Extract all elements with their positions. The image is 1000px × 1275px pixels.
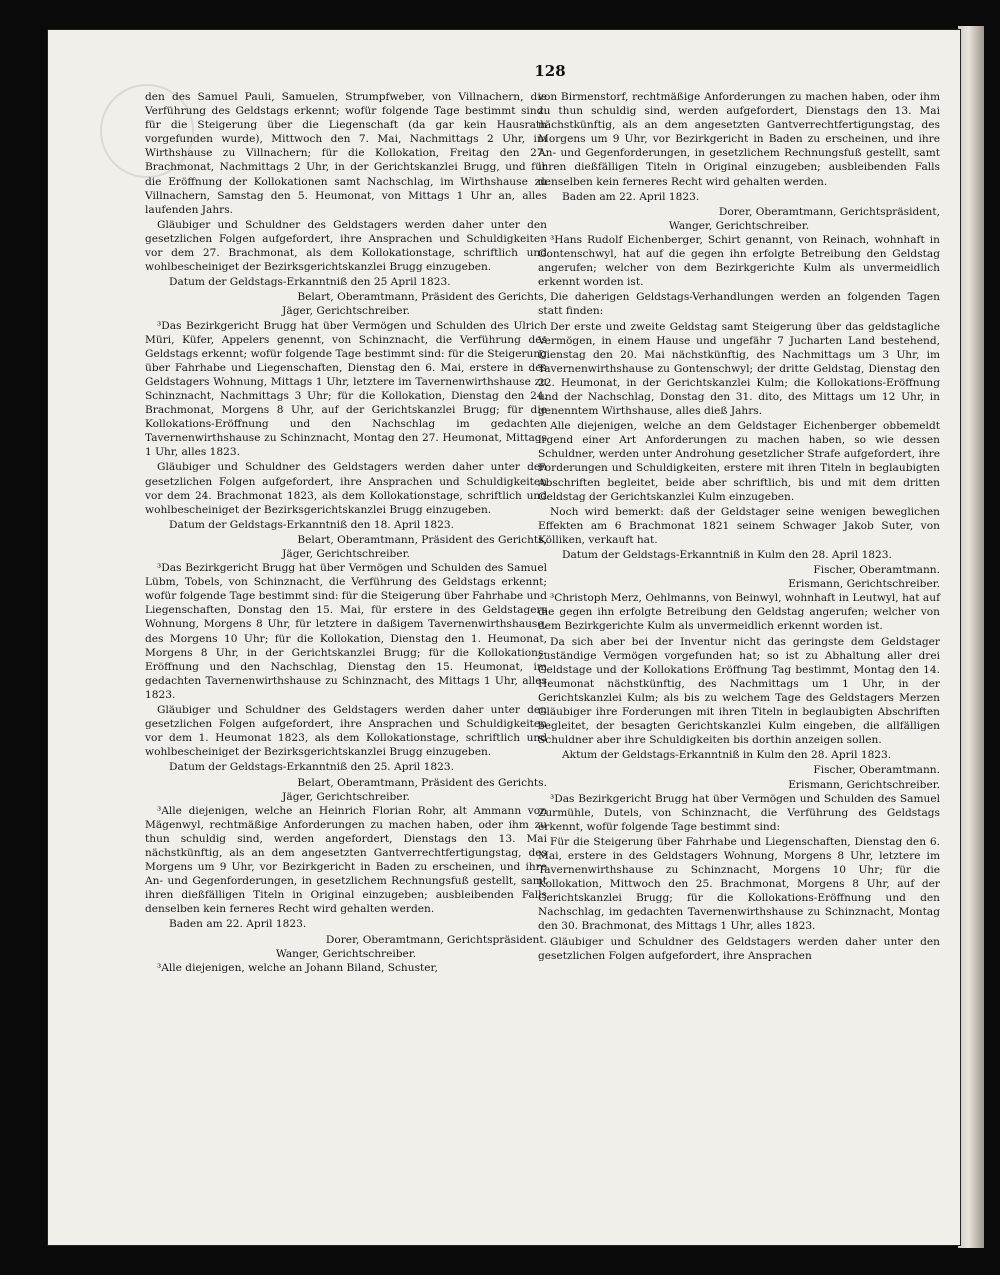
paragraph-continued: den des Samuel Pauli, Samuelen, Strumpfweber, von Villnachern, die Verführung des Geldstags erkennt; wofür folgende Tage bestimmt sind: für die Steigerung über die Liegenschaft (da gar kein Hausrath vorgefunden wurde), Mittwoch den 7. Mai, Nachmittags 2 Uhr, im Wirthshause zu Villnachern; für die Kollokation, Freitag den 27. Brachmonat, Nachmittags 2 Uhr, in der Gerichtskanzlei Brugg, und für die Eröffnung der Kollokationen samt Nachschlag, im Wirthshause zu Villnachern, Samstag den 5. Heumonat, von Mittags 1 Uhr an, alles laufenden Jahrs. (145, 91, 547, 216)
page-number: 128 (534, 62, 566, 80)
paragraph: ³Das Bezirkgericht Brugg hat über Vermögen und Schulden des Ulrich Müri, Küfer, Appelers genennt, von Schinznacht, die Verführung des Geldstags erkennt; wofür folgende Tage bestimmt sind: für die Steigerung über Fahrhabe und Liegenschaften, Dienstag den 6. Mai, erstere in des Geldstagers Wohnung, Mittags 1 Uhr, letztere im Tavernenwirthshause zu Schinznacht, Nachmittags 3 Uhr; für die Kollokation, Dienstag den 24. Brachmonat, Morgens 8 Uhr, auf der Gerichtskanzlei Brugg; für die Kollokations-Eröffnung und den Nachschlag im gedachten Tavernenwirthshause zu Schinznacht, Montag den 27. Heumonat, Mittags 1 Uhr, alles 1823. (145, 319, 547, 459)
signature-line: Belart, Oberamtmann, Präsident des Gerichts, (297, 291, 547, 304)
date-line: Datum der Geldstags-Erkanntniß den 25 April 1823. (169, 276, 451, 289)
signature-line: Fischer, Oberamtmann. (813, 564, 940, 577)
signature-line: Erismann, Gerichtschreiber. (788, 778, 940, 791)
date-line: Baden am 22. April 1823. (562, 190, 700, 203)
paragraph: ³Alle diejenigen, welche an Heinrich Florian Rohr, alt Ammann von Mägenwyl, rechtmäßige Anforderungen zu machen haben, oder ihm zu thun schuldig sind, werden angefordert, Dienstags den 13. Mai nächstkünftig, als an dem angesetzten Gantverrechtfertigungstag, des Morgens um 9 Uhr, vor Bezirkgericht in Baden zu erscheinen, und ihre An- und Gegenforderungen, in gesetzlichem Rechnungsfuß gestellt, samt ihren dießfälligen Titeln in Original einzugeben; ausbleibenden Falls denselben kein ferneres Recht wird gehalten werden. (145, 804, 547, 916)
date-line: Datum der Geldstags-Erkanntniß den 25. April 1823. (169, 761, 455, 774)
date-line: Aktum der Geldstags-Erkanntniß in Kulm den 28. April 1823. (562, 749, 892, 762)
signature-line: Wanger, Gerichtschreiber. (275, 947, 417, 960)
signature-line: Jäger, Gerichtschreiber. (282, 790, 410, 803)
signature-line: Dorer, Oberamtmann, Gerichtspräsident. (325, 933, 547, 946)
paragraph: ³Christoph Merz, Oehlmanns, von Beinwyl, wohnhaft in Leutwyl, hat auf die gegen ihn erfolgte Betreibung den Geldstag angerufen; welcher von dem Bezirkgerichte Kulm als unvermeidlich erkennt worden ist. (538, 592, 940, 633)
paragraph: Alle diejenigen, welche an dem Geldstager Eichenberger obbemeldt irgend einer Art Anforderungen zu machen haben, so wie dessen Schuldner, werden unter Androhung gesetzlicher Strafe aufgefordert, ihre Forderungen und Schuldigkeiten, erstere mit ihren Titeln in beglaubigten Abschriften begleitet, beide aber schriftlich, bis und mit dem dritten Geldstag der Gerichtskanzlei Kulm einzugeben. (538, 420, 940, 503)
paragraph: Gläubiger und Schuldner des Geldstagers werden daher unter den gesetzlichen Folgen aufgefordert, ihre Ansprachen und Schuldigkeiten vor dem 27. Brachmonat, als dem Kollokationstage, schriftlich und wohlbescheiniget der Bezirksgerichtskanzlei Brugg einzugeben. (145, 218, 547, 274)
book-spine (958, 26, 984, 1248)
paragraph: ³Alle diejenigen, welche an Johann Biland, Schuster, (157, 961, 438, 974)
date-line: Datum der Geldstags-Erkanntniß den 18. April 1823. (169, 518, 455, 531)
right-column (538, 90, 940, 964)
date-line: Datum der Geldstags-Erkanntniß in Kulm den 28. April 1823. (562, 549, 892, 561)
paragraph: ³Hans Rudolf Eichenberger, Schirt genannt, von Reinach, wohnhaft in Gontenschwyl, hat auf die gegen ihn erfolgte Betreibung den Geldstag angerufen; welcher von dem Bezirkgerichte Kulm als unvermeidlich erkennt worden ist. (538, 233, 940, 289)
signature-line: Fischer, Oberamtmann. (813, 764, 940, 777)
signature-line: Jäger, Gerichtschreiber. (282, 548, 410, 560)
paragraph: ³Das Bezirkgericht Brugg hat über Vermögen und Schulden des Samuel Zurmühle, Dutels, von Schinznacht, die Verführung des Geldstags erkennt, wofür folgende Tage bestimmt sind: (538, 792, 940, 833)
paragraph: Gläubiger und Schuldner des Geldstagers werden daher unter den gesetzlichen Folgen aufgefordert, ihre Ansprachen und Schuldigkeiten vor dem 1. Heumonat 1823, als dem Kollokationstage, schriftlich und wohlbescheiniget der Bezirksgerichtskanzlei Brugg einzugeben. (145, 704, 547, 759)
left-column (145, 90, 547, 976)
paragraph: Gläubiger und Schuldner des Geldstagers werden daher unter den gesetzlichen Folgen aufgefordert, ihre Ansprachen und Schuldigkeiten vor dem 24. Brachmonat 1823, als dem Kollokationstage, schriftlich und wohlbescheiniget der Bezirksgerichtskanzlei Brugg einzugeben. (145, 461, 547, 516)
date-line: Baden am 22. April 1823. (169, 918, 307, 931)
signature-line: Belart, Oberamtmann, Präsident des Gerichts. (297, 776, 547, 789)
paragraph: Der erste und zweite Geldstag samt Steigerung über das geldstagliche Vermögen, in einem Hause und ungefähr 7 Jucharten Land bestehend, Dienstag den 20. Mai nächstkünftig, des Nachmittags um 3 Uhr, im Tavernenwirthshause zu Gontenschwyl; der dritte Geldstag, Dienstag den 22. Heumonat, in der Gerichtskanzlei Kulm; die Kollokations-Eröffnung und der Nachschlag, Donstag den 31. dito, des Mittags um 12 Uhr, in genenntem Wirthshause, alles dieß Jahrs. (538, 320, 940, 418)
paragraph-continued: von Birmenstorf, rechtmäßige Anforderungen zu machen haben, oder ihm zu thun schuldig sind, werden aufgefordert, Dienstags den 13. Mai nächstkünftig, als an dem angesetzten Gantverrechtfertigungstag, des Morgens um 9 Uhr, vor Bezirkgericht in Baden zu erscheinen, und ihre An- und Gegenforderungen, in gesetzlichem Rechnungsfuß gestellt, samt ihren dießfälligen Titeln in Original einzugeben; ausbleibenden Falls denselben kein ferneres Recht wird gehalten werden. (538, 91, 940, 188)
paragraph: Für die Steigerung über Fahrhabe und Liegenschaften, Dienstag den 6. Mai, erstere in des Geldstagers Wohnung, Morgens 8 Uhr, letztere im Tavernenwirthshause zu Schinznacht, Morgens 10 Uhr; für die Kollokation, Mittwoch den 25. Brachmonat, Morgens 8 Uhr, auf der Gerichtskanzlei Brugg; für die Kollokations-Eröffnung und den Nachschlag, im gedachten Tavernenwirthshause zu Schinznacht, Montag den 30. Brachmonat, des Mittags 1 Uhr, alles 1823. (538, 835, 940, 933)
paragraph: Noch wird bemerkt: daß der Geldstager seine wenigen beweglichen Effekten am 6 Brachmonat 1821 seinem Schwager Jakob Suter, von Kölliken, verkauft hat. (538, 505, 940, 546)
paragraph: Die daherigen Geldstags-Verhandlungen werden an folgenden Tagen statt finden: (538, 291, 940, 318)
signature-line: Jäger, Gerichtschreiber. (282, 305, 410, 318)
paragraph: ³Das Bezirkgericht Brugg hat über Vermögen und Schulden des Samuel Lübm, Tobels, von Schinznacht, die Verführung des Geldstags erkennt; wofür folgende Tage bestimmt sind: für die Steigerung über Fahrhabe und Liegenschaften, Donstag den 15. Mai, für erstere in des Geldstagers Wohnung, Morgens 8 Uhr, für letztere in daßigem Tavernenwirthshause, des Morgens 10 Uhr; für die Kollokation, Dienstag den 1. Heumonat, Morgens 8 Uhr, in der Gerichtskanzlei Brugg; für die Kollokations-Eröffnung und den Nachschlag, Dienstag den 15. Heumonat, im gedachten Tavernenwirthshause zu Schinznacht, des Mittags 1 Uhr, alles 1823. (145, 562, 547, 701)
paragraph: Gläubiger und Schuldner des Geldstagers werden daher unter den gesetzlichen Folgen aufgefordert, ihre Ansprachen (538, 935, 940, 962)
signature-line: Belart, Oberamtmann, Präsident des Gerichts, (297, 533, 547, 546)
paragraph: Da sich aber bei der Inventur nicht das geringste dem Geldstager zuständige Vermögen vorgefunden hat; so ist zu Abhaltung aller drei Geldstage und der Kollokations Eröffnung Tag bestimmt, Montag den 14. Heumonat nächstkünftig, des Nachmittags um 1 Uhr, in der Gerichtskanzlei Kulm; als bis zu welchem Tage des Geldstagers Merzen Gläubiger ihre Forderungen mit ihren Titeln in beglaubigten Abschriften begleitet, der besagten Gerichtskanzlei Kulm eingeben, die allfälligen Schuldner aber ihre Schuldigkeiten bis dorthin anzeigen sollen. (538, 635, 940, 747)
signature-line: Wanger, Gerichtschreiber. (668, 219, 810, 232)
signature-line: Erismann, Gerichtschreiber. (788, 578, 940, 591)
signature-line: Dorer, Oberamtmann, Gerichtspräsident, (718, 205, 940, 218)
